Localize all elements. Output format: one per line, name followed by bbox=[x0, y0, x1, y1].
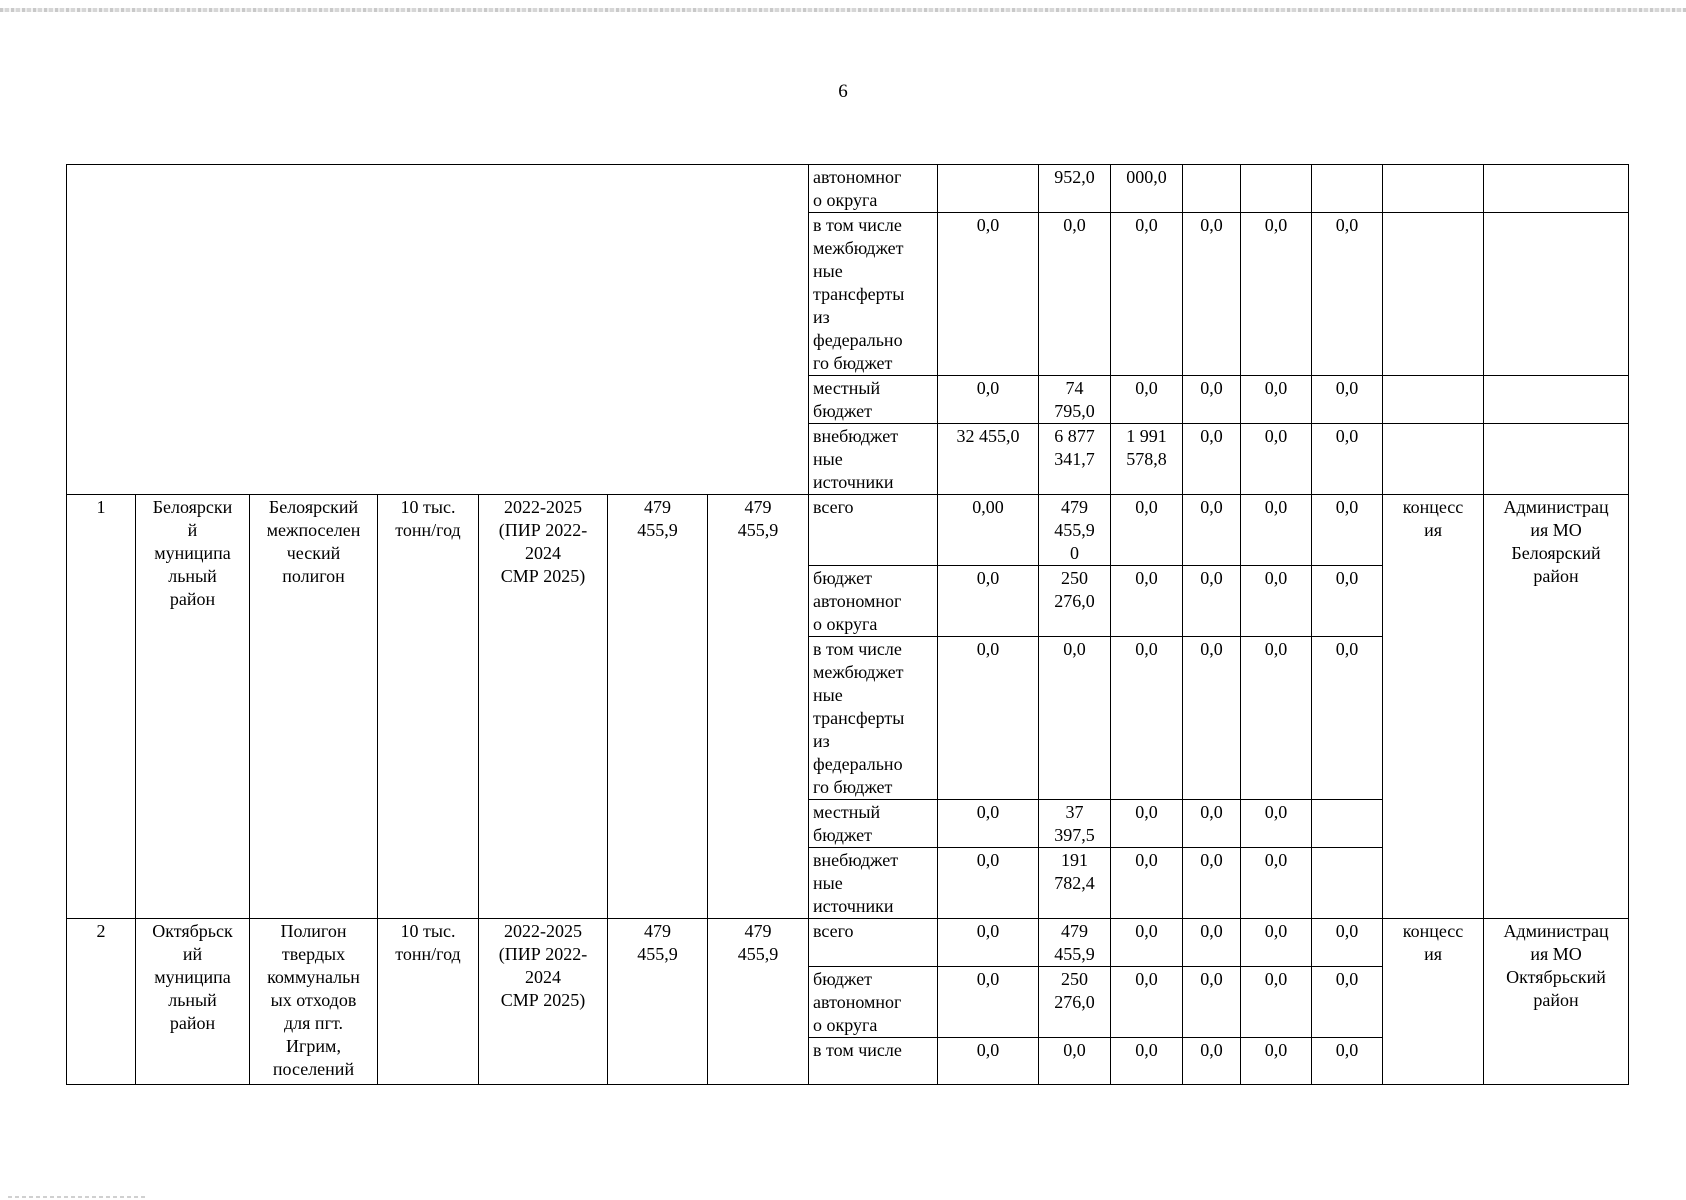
amount-cell: 0,0 bbox=[1183, 848, 1241, 919]
responsible-cell: Администрац ия МО Октябрьский район bbox=[1484, 919, 1629, 1085]
mechanism-cell bbox=[1383, 213, 1484, 376]
amount-cell bbox=[1312, 165, 1383, 213]
responsible-cell bbox=[1484, 165, 1629, 213]
funding-source-cell: бюджет автономног о округа bbox=[809, 967, 938, 1038]
funding-source-cell: бюджет автономног о округа bbox=[809, 566, 938, 637]
amount-cell: 37 397,5 bbox=[1039, 800, 1111, 848]
mechanism-cell: концесс ия bbox=[1383, 495, 1484, 919]
amount-cell: 0,0 bbox=[1183, 566, 1241, 637]
responsible-cell: Администрац ия МО Белоярский район bbox=[1484, 495, 1629, 919]
table-row bbox=[67, 165, 1629, 213]
amount-cell: 0,0 bbox=[1039, 1038, 1111, 1085]
amount-cell: 0,0 bbox=[1039, 637, 1111, 800]
amount-cell: 0,0 bbox=[1111, 800, 1183, 848]
capacity-cell: 10 тыс. тонн/год bbox=[378, 495, 479, 919]
amount-cell bbox=[938, 165, 1039, 213]
period-cell: 2022-2025 (ПИР 2022- 2024 СМР 2025) bbox=[479, 495, 608, 919]
amount-cell: 0,0 bbox=[1241, 495, 1312, 566]
funding-source-cell: всего bbox=[809, 495, 938, 566]
amount-cell: 0,0 bbox=[938, 848, 1039, 919]
amount-cell: 0,0 bbox=[1241, 848, 1312, 919]
amount-cell: 0,0 bbox=[1241, 376, 1312, 424]
amount-cell: 0,0 bbox=[938, 967, 1039, 1038]
amount-cell bbox=[1312, 848, 1383, 919]
mechanism-cell bbox=[1383, 376, 1484, 424]
amount-cell: 0,0 bbox=[1183, 376, 1241, 424]
amount-cell: 0,0 bbox=[1312, 213, 1383, 376]
amount-cell: 0,0 bbox=[1039, 213, 1111, 376]
amount-cell: 0,0 bbox=[1111, 376, 1183, 424]
capacity-cell: 10 тыс. тонн/год bbox=[378, 919, 479, 1085]
amount-cell: 0,0 bbox=[1241, 919, 1312, 967]
table-row bbox=[67, 495, 1629, 566]
table-row bbox=[67, 919, 1629, 967]
amount-cell: 0,0 bbox=[938, 213, 1039, 376]
amount-cell: 0,0 bbox=[1111, 919, 1183, 967]
amount-cell: 0,0 bbox=[1183, 967, 1241, 1038]
amount-cell: 952,0 bbox=[1039, 165, 1111, 213]
amount-cell: 0,0 bbox=[1183, 495, 1241, 566]
amount-cell: 0,0 bbox=[938, 566, 1039, 637]
amount-cell: 1 991 578,8 bbox=[1111, 424, 1183, 495]
amount-cell: 74 795,0 bbox=[1039, 376, 1111, 424]
amount-cell: 0,0 bbox=[1241, 1038, 1312, 1085]
amount-cell: 0,0 bbox=[1241, 800, 1312, 848]
amount-cell: 6 877 341,7 bbox=[1039, 424, 1111, 495]
amount-cell: 0,0 bbox=[1241, 424, 1312, 495]
amount-cell bbox=[1241, 165, 1312, 213]
amount-cell: 0,0 bbox=[1183, 637, 1241, 800]
amount-cell: 0,0 bbox=[1312, 424, 1383, 495]
row-number-cell: 2 bbox=[67, 919, 136, 1085]
row-number-cell: 1 bbox=[67, 495, 136, 919]
amount-cell: 0,0 bbox=[1183, 919, 1241, 967]
amount-cell: 0,0 bbox=[1241, 566, 1312, 637]
amount-cell: 0,0 bbox=[1312, 919, 1383, 967]
investment-table bbox=[66, 164, 1629, 1085]
amount-cell: 191 782,4 bbox=[1039, 848, 1111, 919]
amount-cell: 0,0 bbox=[1312, 967, 1383, 1038]
mechanism-cell bbox=[1383, 165, 1484, 213]
amount-cell: 0,0 bbox=[1312, 566, 1383, 637]
amount-cell: 0,0 bbox=[1111, 566, 1183, 637]
municipality-cell: Белоярски й муниципа льный район bbox=[136, 495, 250, 919]
mechanism-cell bbox=[1383, 424, 1484, 495]
amount-cell: 0,0 bbox=[1312, 495, 1383, 566]
funding-source-cell: всего bbox=[809, 919, 938, 967]
funding-source-cell: внебюджет ные источники bbox=[809, 848, 938, 919]
funding-source-cell: местный бюджет bbox=[809, 376, 938, 424]
total-cost-cell: 479 455,9 bbox=[608, 919, 708, 1085]
funding-source-cell: в том числе межбюджет ные трансферты из федерально го бюджет bbox=[809, 213, 938, 376]
municipality-cell: Октябрьск ий муниципа льный район bbox=[136, 919, 250, 1085]
amount-cell: 0,0 bbox=[1111, 495, 1183, 566]
amount-cell: 0,0 bbox=[1312, 637, 1383, 800]
object-name-cell: Полигон твердых коммунальн ых отходов для пгт. Игрим, поселений bbox=[250, 919, 378, 1085]
scan-edge-artifact bbox=[8, 1196, 148, 1198]
funding-source-cell: автономног о округа bbox=[809, 165, 938, 213]
object-name-cell: Белоярский межпоселен ческий полигон bbox=[250, 495, 378, 919]
amount-cell: 0,0 bbox=[938, 637, 1039, 800]
amount-cell: 0,0 bbox=[1312, 376, 1383, 424]
amount-cell: 250 276,0 bbox=[1039, 967, 1111, 1038]
amount-cell bbox=[1312, 800, 1383, 848]
amount-cell: 32 455,0 bbox=[938, 424, 1039, 495]
amount-cell: 0,0 bbox=[1241, 637, 1312, 800]
funding-source-cell: в том числе межбюджет ные трансферты из федерально го бюджет bbox=[809, 637, 938, 800]
scan-edge-artifact bbox=[0, 8, 1686, 12]
responsible-cell bbox=[1484, 376, 1629, 424]
amount-cell: 0,0 bbox=[1183, 800, 1241, 848]
amount-cell: 0,0 bbox=[1111, 1038, 1183, 1085]
total-cost-cell: 479 455,9 bbox=[608, 495, 708, 919]
amount-cell: 0,0 bbox=[1183, 424, 1241, 495]
mechanism-cell: концесс ия bbox=[1383, 919, 1484, 1085]
total-cost-cell: 479 455,9 bbox=[708, 495, 809, 919]
funding-source-cell: в том числе bbox=[809, 1038, 938, 1085]
amount-cell: 0,0 bbox=[1183, 213, 1241, 376]
amount-cell: 0,0 bbox=[1183, 1038, 1241, 1085]
amount-cell: 0,0 bbox=[1312, 1038, 1383, 1085]
period-cell: 2022-2025 (ПИР 2022- 2024 СМР 2025) bbox=[479, 919, 608, 1085]
funding-source-cell: местный бюджет bbox=[809, 800, 938, 848]
amount-cell: 0,0 bbox=[938, 800, 1039, 848]
amount-cell: 0,0 bbox=[1241, 967, 1312, 1038]
amount-cell: 479 455,9 bbox=[1039, 919, 1111, 967]
amount-cell: 250 276,0 bbox=[1039, 566, 1111, 637]
amount-cell: 0,0 bbox=[1111, 637, 1183, 800]
amount-cell: 000,0 bbox=[1111, 165, 1183, 213]
responsible-cell bbox=[1484, 213, 1629, 376]
amount-cell: 0,0 bbox=[938, 919, 1039, 967]
continuation-blank-cell bbox=[67, 165, 809, 495]
amount-cell: 0,0 bbox=[938, 1038, 1039, 1085]
responsible-cell bbox=[1484, 424, 1629, 495]
total-cost-cell: 479 455,9 bbox=[708, 919, 809, 1085]
amount-cell: 479 455,9 0 bbox=[1039, 495, 1111, 566]
funding-source-cell: внебюджет ные источники bbox=[809, 424, 938, 495]
amount-cell: 0,0 bbox=[1241, 213, 1312, 376]
amount-cell: 0,0 bbox=[1111, 848, 1183, 919]
amount-cell: 0,0 bbox=[1111, 213, 1183, 376]
page-number: 6 bbox=[838, 81, 848, 102]
amount-cell bbox=[1183, 165, 1241, 213]
amount-cell: 0,00 bbox=[938, 495, 1039, 566]
amount-cell: 0,0 bbox=[1111, 967, 1183, 1038]
amount-cell: 0,0 bbox=[938, 376, 1039, 424]
